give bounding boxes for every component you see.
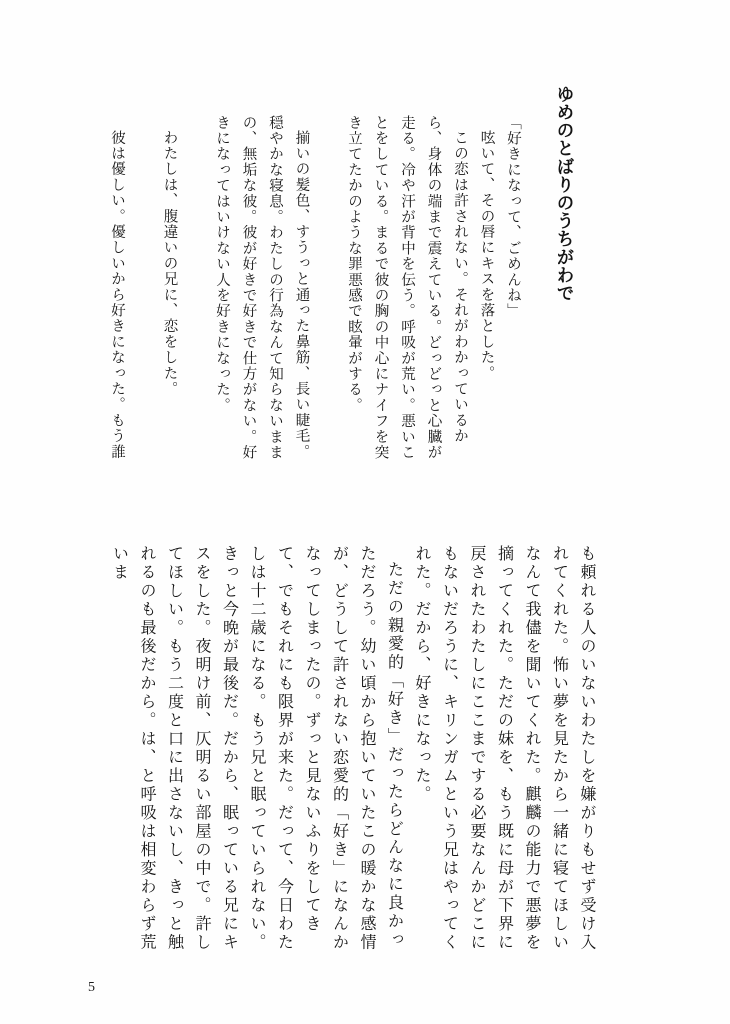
story-paragraph: 彼は優しい。優しいから好きになった。もう誰: [109, 129, 125, 460]
story-paragraph: この恋は許されない。それがわかっているから、身体の端まで震えている。どっどっと心臓が走る。冷や汗が背中を伝う。呼吸が荒い。悪いことをしている。まるで彼の胸の中心にナイフを突き立てたかのような罪悪感で眩暈がする。: [346, 115, 468, 461]
story-paragraph: わたしは、腹違いの兄に、恋をした。: [161, 129, 178, 397]
story-paragraph: 呟いて、その唇にキスを落とした。: [478, 129, 495, 381]
page-number: 5: [88, 980, 95, 995]
story-paragraph: ただの親愛的「好き」だったらどんなに良かっただろう。幼い頃から抱いていたこの暖かな感情が、どうして許されない恋愛的「好き」になんかなってしまったの。ずっと見ないふりをしてきて、でもそれにも限界が来た。だって、今日わたしは十二歳になる。もう兄と眠っていられない。きっと今晩が最後だ。だから、眠っている兄にキスをした。夜明け前、仄明るい部屋の中で。許してほしい。もう二度と口に出さないし、きっと触れるのも最後だから。は、と呼吸は相変わらず荒いま: [110, 545, 403, 952]
upper-text-block: [80, 85, 580, 463]
story-title: ゆめのとばりのうちがわで: [555, 85, 575, 303]
story-paragraph: も頼れる人のいないわたしを嫌がりもせず受け入れてくれた。怖い夢を見たから一緒に寝てほしいなんて我儘を聞いてくれた。麒麟の能力で悪夢を摘ってくれた。ただの妹を、もう既に母が下界に戻されたわたしにここまでする必要なんかどこにもないだろうに、キリンガムという兄はやってくれた。だから、好きになった。: [413, 545, 595, 952]
story-paragraph: 「好きになって、ごめんね」: [505, 115, 521, 320]
lower-text-block: [110, 545, 600, 956]
story-paragraph: 揃いの髪色、すうっと通った鼻筋、長い睫毛。穏やかな寝息。わたしの行為なんて知らないままの、無垢な彼。彼が好きで好きで仕方がない。好きになってはいけない人を好きになった。: [214, 115, 310, 461]
